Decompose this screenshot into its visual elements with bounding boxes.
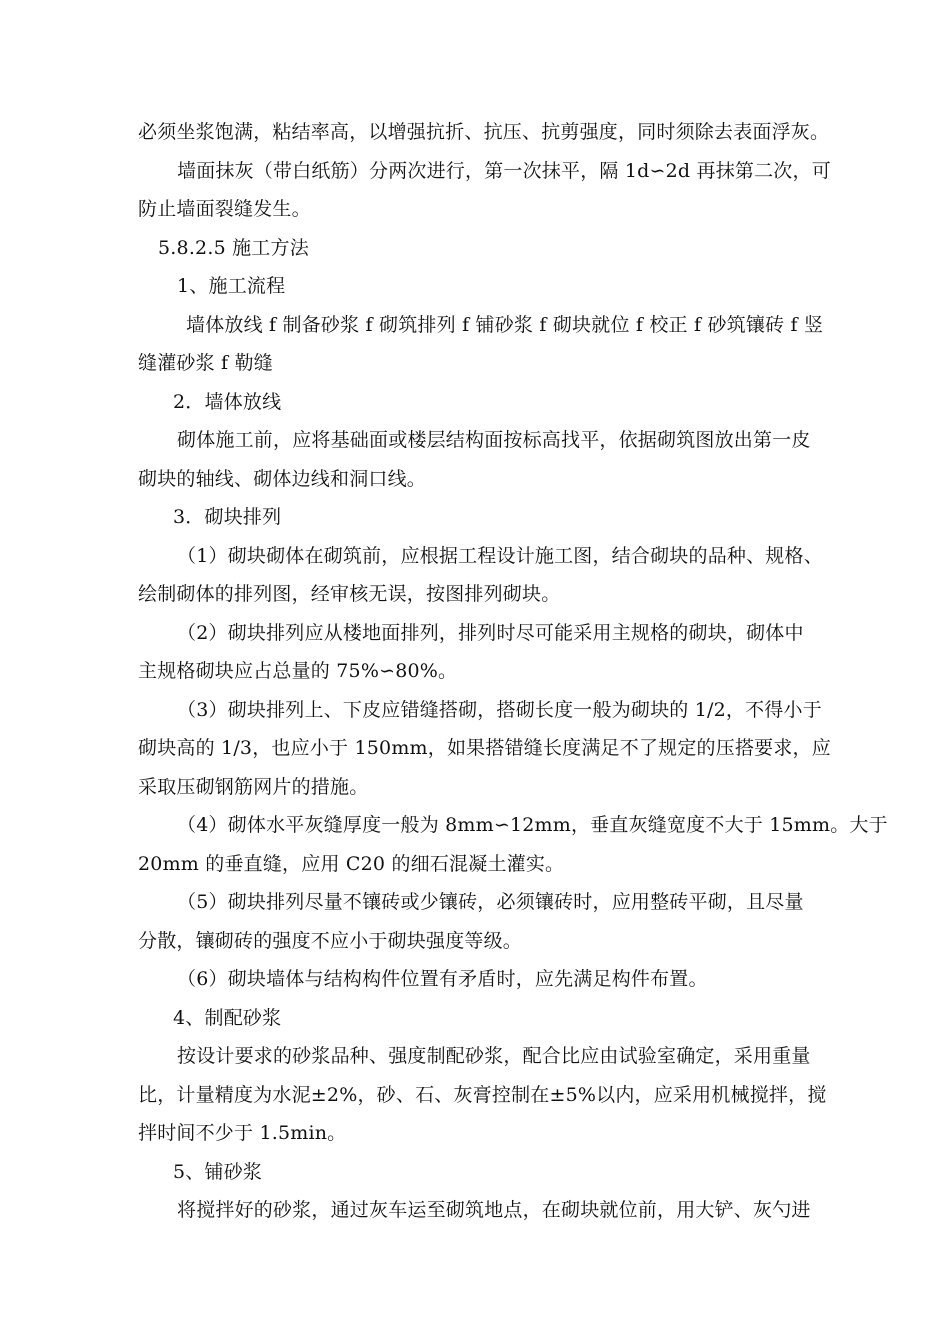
text-line: 墙面抹灰（带白纸筋）分两次进行，第一次抹平，隔 1d∽2d 再抹第二次，可 (177, 160, 831, 182)
text-line: 砌体施工前，应将基础面或楼层结构面按标高找平，依据砌筑图放出第一皮 (177, 429, 811, 451)
section-heading: 5.8.2.5 施工方法 (158, 237, 309, 259)
text-line: 拌时间不少于 1.5min。 (138, 1122, 347, 1144)
text-line: 按设计要求的砂浆品种、强度制配砂浆，配合比应由试验室确定，采用重量 (177, 1045, 811, 1067)
text-line: 防止墙面裂缝发生。 (138, 198, 311, 220)
subheading: 4、制配砂浆 (173, 1007, 282, 1029)
text-line: 必须坐浆饱满，粘结率高，以增强抗折、抗压、抗剪强度，同时须除去表面浮灰。 (138, 121, 830, 143)
subheading: 2．墙体放线 (173, 391, 282, 413)
text-line: （2）砌块排列应从楼地面排列，排列时尽可能采用主规格的砌块，砌体中 (177, 622, 804, 644)
text-line: （5）砌块排列尽量不镶砖或少镶砖，必须镶砖时，应用整砖平砌，且尽量 (177, 891, 804, 913)
text-line: （3）砌块排列上、下皮应错缝搭砌，搭砌长度一般为砌块的 1/2，不得小于 (177, 699, 822, 721)
text-line: （1）砌块砌体在砌筑前，应根据工程设计施工图，结合砌块的品种、规格、 (177, 545, 823, 567)
subheading: 5、铺砂浆 (173, 1161, 263, 1183)
text-line: 绘制砌体的排列图，经审核无误，按图排列砌块。 (138, 583, 561, 605)
text-line: 20mm 的垂直缝，应用 C20 的细石混凝土灌实。 (138, 853, 565, 875)
text-line: 将搅拌好的砂浆，通过灰车运至砌筑地点，在砌块就位前，用大铲、灰勺进 (177, 1199, 811, 1221)
text-line: 缝灌砂浆 f 勒缝 (138, 352, 273, 374)
text-line: 分散，镶砌砖的强度不应小于砌块强度等级。 (138, 930, 523, 952)
text-line: （6）砌块墙体与结构构件位置有矛盾时，应先满足构件布置。 (177, 968, 708, 990)
subheading: 1、施工流程 (177, 275, 286, 297)
text-line: 砌块高的 1/3，也应小于 150mm，如果搭错缝长度满足不了规定的压搭要求，应 (138, 737, 831, 759)
text-line: （4）砌体水平灰缝厚度一般为 8mm∽12mm，垂直灰缝宽度不大于 15mm。大于 (177, 814, 888, 836)
text-line: 砌块的轴线、砌体边线和洞口线。 (138, 468, 427, 490)
text-line: 墙体放线 f 制备砂浆 f 砌筑排列 f 铺砂浆 f 砌块就位 f 校正 f 砂筑镶砖 f 竖 (186, 314, 824, 336)
subheading: 3．砌块排列 (173, 506, 282, 528)
text-line: 比，计量精度为水泥±2%，砂、石、灰膏控制在±5%以内，应采用机械搅拌，搅 (138, 1084, 827, 1106)
text-line: 采取压砌钢筋网片的措施。 (138, 776, 369, 798)
text-line: 主规格砌块应占总量的 75%∽80%。 (138, 660, 458, 682)
